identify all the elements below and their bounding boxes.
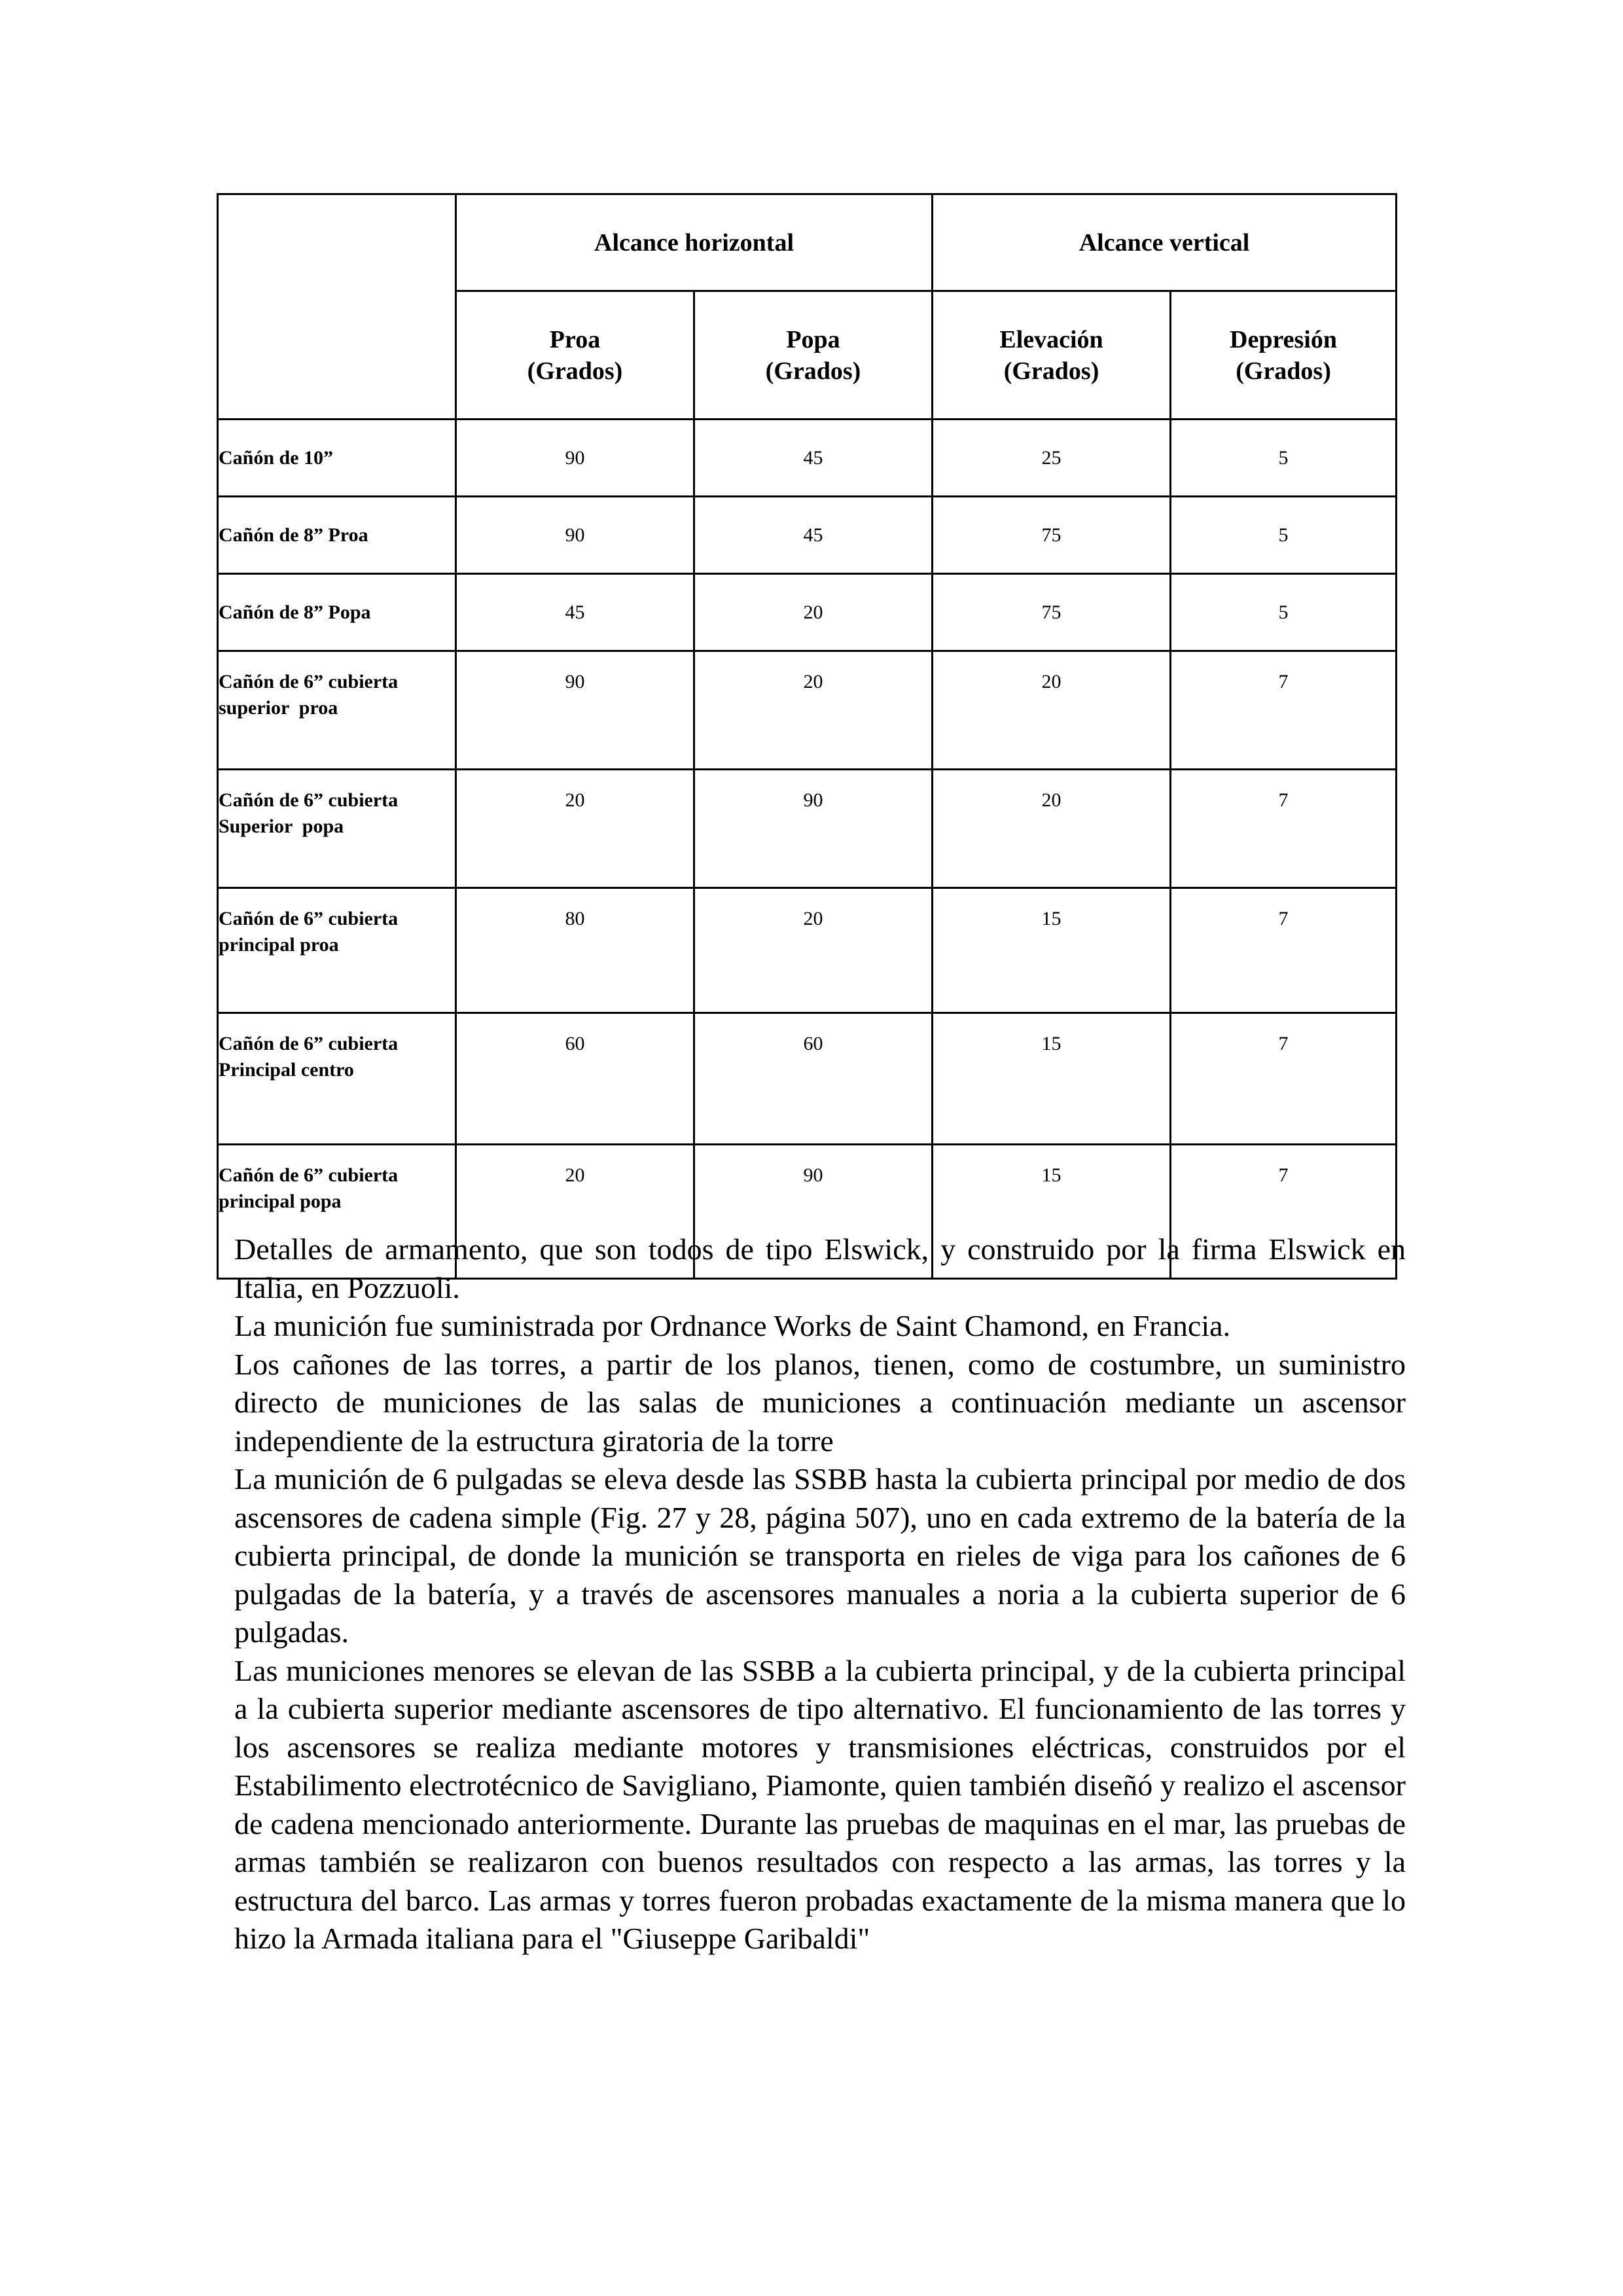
cell-elevacion: 20 [933,770,1171,888]
row-label-line2: principal popa [219,1191,342,1212]
table-row [218,888,1397,1013]
paragraph-ammunition-supplier: La munición fue suministrada por Ordnance Works de Saint Chamond, en Francia. [234,1309,1231,1342]
row-label-line1: Cañón de 6” cubierta [219,671,399,692]
table-row [218,1013,1397,1145]
row-label-line2: Principal centro [219,1059,354,1081]
cell-proa: 20 [456,1145,694,1279]
table-row [218,651,1397,770]
cell-proa: 45 [456,574,694,651]
row-label [218,497,456,574]
cell-elevacion: 25 [933,420,1171,497]
row-label-line1: Cañón de 8” Popa [219,601,371,623]
row-label-line2: principal proa [219,934,339,956]
table-corner-cell [218,194,456,420]
cell-depresion: 5 [1171,420,1397,497]
table-row [218,497,1397,574]
row-label [218,1013,456,1145]
cell-elevacion: 75 [933,497,1171,574]
body-text [234,1230,1406,1958]
header-proa-name: Proa [549,325,601,353]
cell-elevacion: 15 [933,888,1171,1013]
cell-depresion: 7 [1171,651,1397,770]
paragraph-armament-details: Detalles de armamento, que son todos de tipo Elswick, y construido por la firma Elswick en Italia, en Pozzuoli. [234,1232,1406,1304]
header-depresion-name: Depresión [1230,325,1337,353]
header-proa [456,291,694,420]
table-group-header-row [218,194,1397,291]
cell-popa: 20 [694,888,933,1013]
cell-elevacion: 15 [933,1145,1171,1279]
header-elevacion-unit: (Grados) [1003,357,1099,385]
cell-depresion: 7 [1171,888,1397,1013]
paragraph-six-inch-ammunition: La munición de 6 pulgadas se eleva desde las SSBB hasta la cubierta principal por medio de dos ascensores de cadena simple (Fig. 27 y 28, página 507), uno en cada extremo de la batería de la cubierta principal, de donde la munición se transporta en rieles de viga para los cañones de 6 pulgadas de la batería, y a través de ascensores manuales a noria a la cubierta superior de 6 pulgadas. [234,1462,1406,1649]
row-label-line1: Cañón de 6” cubierta [219,789,399,811]
row-label-line1: Cañón de 6” cubierta [219,1033,399,1054]
row-label [218,420,456,497]
header-elevacion-name: Elevación [999,325,1103,353]
row-label-line1: Cañón de 6” cubierta [219,908,399,929]
header-popa-unit: (Grados) [765,357,861,385]
header-depresion [1171,291,1397,420]
header-proa-unit: (Grados) [527,357,623,385]
header-popa-name: Popa [786,325,840,353]
header-elevacion [933,291,1171,420]
table-row [218,574,1397,651]
cell-popa: 20 [694,574,933,651]
row-label-line2: superior proa [219,697,338,719]
cell-depresion: 5 [1171,574,1397,651]
row-label-line2: Superior popa [219,816,344,837]
header-alcance-vertical: Alcance vertical [933,194,1397,291]
paragraph-turret-supply: Los cañones de las torres, a partir de los planos, tienen, como de costumbre, un suministro directo de municiones de las salas de municiones a continuación mediante un ascensor independiente de la estructura giratoria de la torre [234,1347,1406,1458]
cell-elevacion: 20 [933,651,1171,770]
cell-popa: 20 [694,651,933,770]
cell-popa: 45 [694,420,933,497]
cell-depresion: 7 [1171,770,1397,888]
table-row [218,420,1397,497]
paragraph-minor-ammunition: Las municiones menores se elevan de las SSBB a la cubierta principal, y de la cubierta principal a la cubierta superior mediante ascensores de tipo alternativo. El funcionamiento de las torres y los ascensores se realiza mediante motores y transmisiones eléctricas, construidos por el Estabilimento electrotécnico de Savigliano, Piamonte, quien también diseñó y realizo el ascensor de cadena mencionado anteriormente. Durante las pruebas de maquinas en el mar, las pruebas de armas también se realizaron con buenos resultados con respecto a las armas, las torres y la estructura del barco. Las armas y torres fueron probadas exactamente de la misma manera que lo hizo la Armada italiana para el "Giuseppe Garibaldi" [234,1653,1406,1955]
header-depresion-unit: (Grados) [1236,357,1331,385]
cell-elevacion: 75 [933,574,1171,651]
cell-popa: 90 [694,1145,933,1279]
row-label-line1: Cañón de 8” Proa [219,524,368,546]
cell-depresion: 7 [1171,1013,1397,1145]
cell-proa: 20 [456,770,694,888]
header-popa [694,291,933,420]
cell-depresion: 7 [1171,1145,1397,1279]
row-label [218,651,456,770]
row-label [218,574,456,651]
cell-proa: 60 [456,1013,694,1145]
cell-proa: 90 [456,420,694,497]
cell-popa: 90 [694,770,933,888]
cell-proa: 90 [456,497,694,574]
armament-table [217,193,1397,1280]
cell-depresion: 5 [1171,497,1397,574]
row-label-line1: Cañón de 6” cubierta [219,1164,399,1186]
cell-proa: 80 [456,888,694,1013]
row-label [218,888,456,1013]
cell-popa: 60 [694,1013,933,1145]
cell-proa: 90 [456,651,694,770]
header-alcance-horizontal: Alcance horizontal [456,194,933,291]
table-row [218,770,1397,888]
row-label-line1: Cañón de 10” [219,446,334,469]
cell-popa: 45 [694,497,933,574]
row-label [218,770,456,888]
cell-elevacion: 15 [933,1013,1171,1145]
